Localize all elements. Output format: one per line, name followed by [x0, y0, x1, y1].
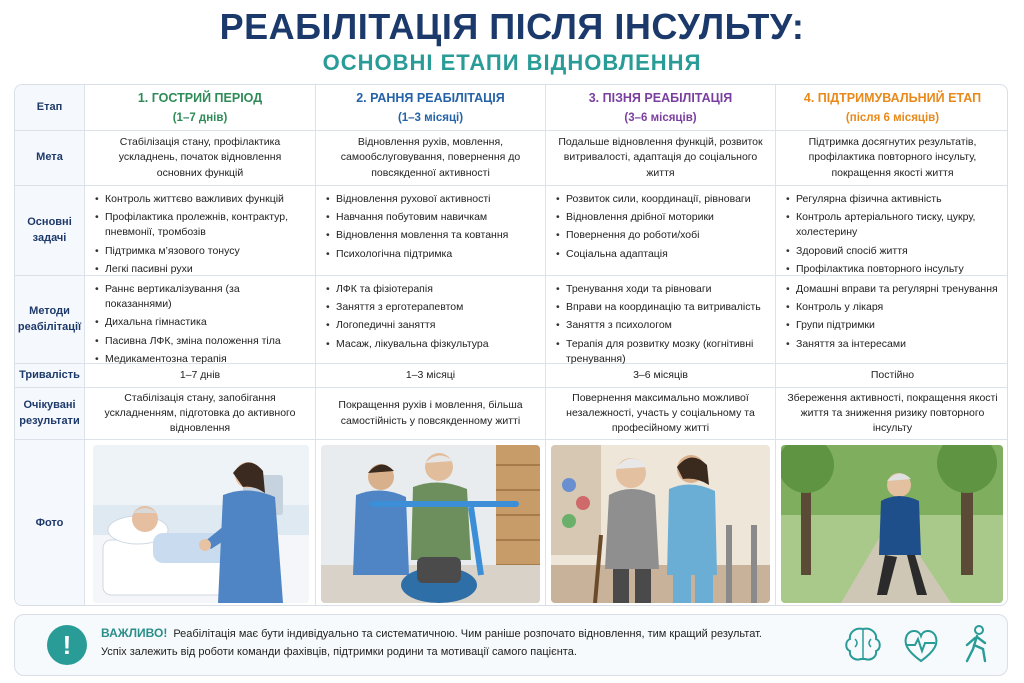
note-label: ВАЖЛИВО! — [101, 626, 168, 640]
walking-in-park-photo — [781, 445, 1003, 603]
row-label-tasks: Основні задачі — [15, 186, 85, 276]
stage-duration: Постійно — [776, 364, 1008, 388]
page-subtitle: ОСНОВНІ ЕТАПИ ВІДНОВЛЕННЯ — [322, 50, 702, 75]
task-item: • Відновлення мовлення та ковтання — [326, 228, 539, 243]
stage-period: (1–7 днів) — [172, 111, 228, 124]
stage-results: Покращення рухів і мовлення, більша самостійність у повсякденному житті — [316, 388, 546, 440]
method-item: • Групи підтримки — [786, 318, 1003, 333]
stage-duration: 3–6 місяців — [546, 364, 776, 388]
task-item: • Відновлення рухової активності — [326, 192, 539, 207]
stage-photo-cell — [776, 440, 1008, 606]
stage-period: (1–3 місяці) — [397, 111, 464, 124]
method-item: • Контроль у лікаря — [786, 300, 1003, 315]
stage-title: 2. РАННЯ РЕАБІЛІТАЦІЯ — [356, 90, 505, 105]
task-item: • Відновлення дрібної моторики — [556, 210, 769, 225]
stage-header — [85, 85, 316, 131]
stage-title: 1. ГОСТРИЙ ПЕРІОД — [137, 90, 263, 105]
row-label-goal: Мета — [15, 131, 85, 186]
therapy-session-photo — [321, 445, 540, 603]
stage-goal: Стабілізація стану, профілактика ускладнень, початок відновлення основних функцій — [85, 131, 316, 186]
task-item: • Профілактика повторного інсульту — [786, 262, 1003, 277]
walking-person-icon — [955, 623, 999, 667]
stage-photo-cell — [546, 440, 776, 606]
stage-photo-cell — [85, 440, 316, 606]
task-item: • Здоровий спосіб життя — [786, 244, 1003, 259]
stage-methods — [85, 276, 316, 364]
row-label-results: Очікувані результати — [15, 388, 85, 440]
method-item: • Раннє вертикалізування (за показаннями) — [95, 282, 309, 312]
stage-header — [776, 85, 1008, 131]
task-item: • Контроль життєво важливих функцій — [95, 192, 309, 207]
stage-goal: Подальше відновлення функцій, розвиток витривалості, адаптація до соціального життя — [546, 131, 776, 186]
stage-photo-cell — [316, 440, 546, 606]
stage-period: (після 6 місяців) — [845, 111, 940, 124]
stage-methods — [776, 276, 1008, 364]
method-item: • Заняття за інтересами — [786, 337, 1003, 352]
brain-icon — [841, 623, 885, 667]
note-line-1 — [101, 626, 762, 640]
stage-duration: 1–7 днів — [85, 364, 316, 388]
stage-goal: Підтримка досягнутих результатів, профілактика повторного інсульту, покращення якості життя — [776, 131, 1008, 186]
method-item: • Медикаментозна терапія — [95, 352, 309, 367]
task-item: • Навчання побутовим навичкам — [326, 210, 539, 225]
assisted-walking-photo — [551, 445, 770, 603]
important-note — [14, 614, 1008, 676]
patient-in-bed-photo — [93, 445, 309, 603]
stage-methods — [316, 276, 546, 364]
page-title: РЕАБІЛІТАЦІЯ ПІСЛЯ ІНСУЛЬТУ: — [219, 6, 805, 47]
stage-header — [316, 85, 546, 131]
stage-tasks — [546, 186, 776, 276]
task-item: • Регулярна фізична активність — [786, 192, 1003, 207]
method-item: • Терапія для розвитку мозку (когнітивні тренування) — [556, 337, 769, 367]
row-label-photo: Фото — [15, 440, 85, 606]
method-item: • Вправи на координацію та витривалість — [556, 300, 769, 315]
stage-methods — [546, 276, 776, 364]
method-item: • Дихальна гімнастика — [95, 315, 309, 330]
stage-results: Повернення максимально можливої незалежності, участь у соціальному та професійному житті — [546, 388, 776, 440]
stage-results: Стабілізація стану, запобігання ускладненням, підготовка до активного відновлення — [85, 388, 316, 440]
stage-period: (3–6 місяців) — [624, 111, 697, 124]
task-item: • Контроль артеріального тиску, цукру, холестерину — [786, 210, 1003, 240]
task-item: • Підтримка м’язового тонусу — [95, 244, 309, 259]
stage-title: 3. ПІЗНЯ РЕАБІЛІТАЦІЯ — [588, 90, 733, 105]
stage-header — [546, 85, 776, 131]
method-item: • Заняття з психологом — [556, 318, 769, 333]
method-item: • Домашні вправи та регулярні тренування — [786, 282, 1003, 297]
row-label-stage: Етап — [15, 85, 85, 131]
row-label-duration: Тривалість — [15, 364, 85, 388]
stages-table — [14, 84, 1008, 606]
note-line-2: Успіх залежить від роботи команди фахівців, підтримки родини та мотивації самого пацієнта. — [101, 646, 577, 658]
heart-pulse-icon — [899, 623, 943, 667]
method-item: • Тренування ходи та рівноваги — [556, 282, 769, 297]
stage-results: Збереження активності, покращення якості життя та зниження ризику повторного інсульту — [776, 388, 1008, 440]
method-item: • Масаж, лікувальна фізкультура — [326, 337, 539, 352]
stage-tasks — [776, 186, 1008, 276]
method-item: • ЛФК та фізіотерапія — [326, 282, 539, 297]
stage-title: 4. ПІДТРИМУВАЛЬНИЙ ЕТАП — [803, 90, 982, 105]
stage-goal: Відновлення рухів, мовлення, самообслуговування, повернення до повсякденної активності — [316, 131, 546, 186]
method-item: • Пасивна ЛФК, зміна положення тіла — [95, 334, 309, 349]
method-item: • Заняття з ерготерапевтом — [326, 300, 539, 315]
task-item: • Повернення до роботи/хобі — [556, 228, 769, 243]
task-item: • Розвиток сили, координації, рівноваги — [556, 192, 769, 207]
task-item: • Соціальна адаптація — [556, 247, 769, 262]
stage-tasks — [316, 186, 546, 276]
stage-duration: 1–3 місяці — [316, 364, 546, 388]
note-text-1: Реабілітація має бути індивідуально та систематичною. Чим раніше розпочато відновлення, тим кращий результат. — [173, 628, 762, 640]
task-item: • Профілактика пролежнів, контрактур, пневмонії, тромбозів — [95, 210, 309, 240]
stage-tasks — [85, 186, 316, 276]
task-item: • Психологічна підтримка — [326, 247, 539, 262]
method-item: • Логопедичні заняття — [326, 318, 539, 333]
exclamation-icon: ! — [47, 625, 87, 665]
task-item: • Легкі пасивні рухи — [95, 262, 309, 277]
row-label-methods: Методи реабілітації — [15, 276, 85, 364]
